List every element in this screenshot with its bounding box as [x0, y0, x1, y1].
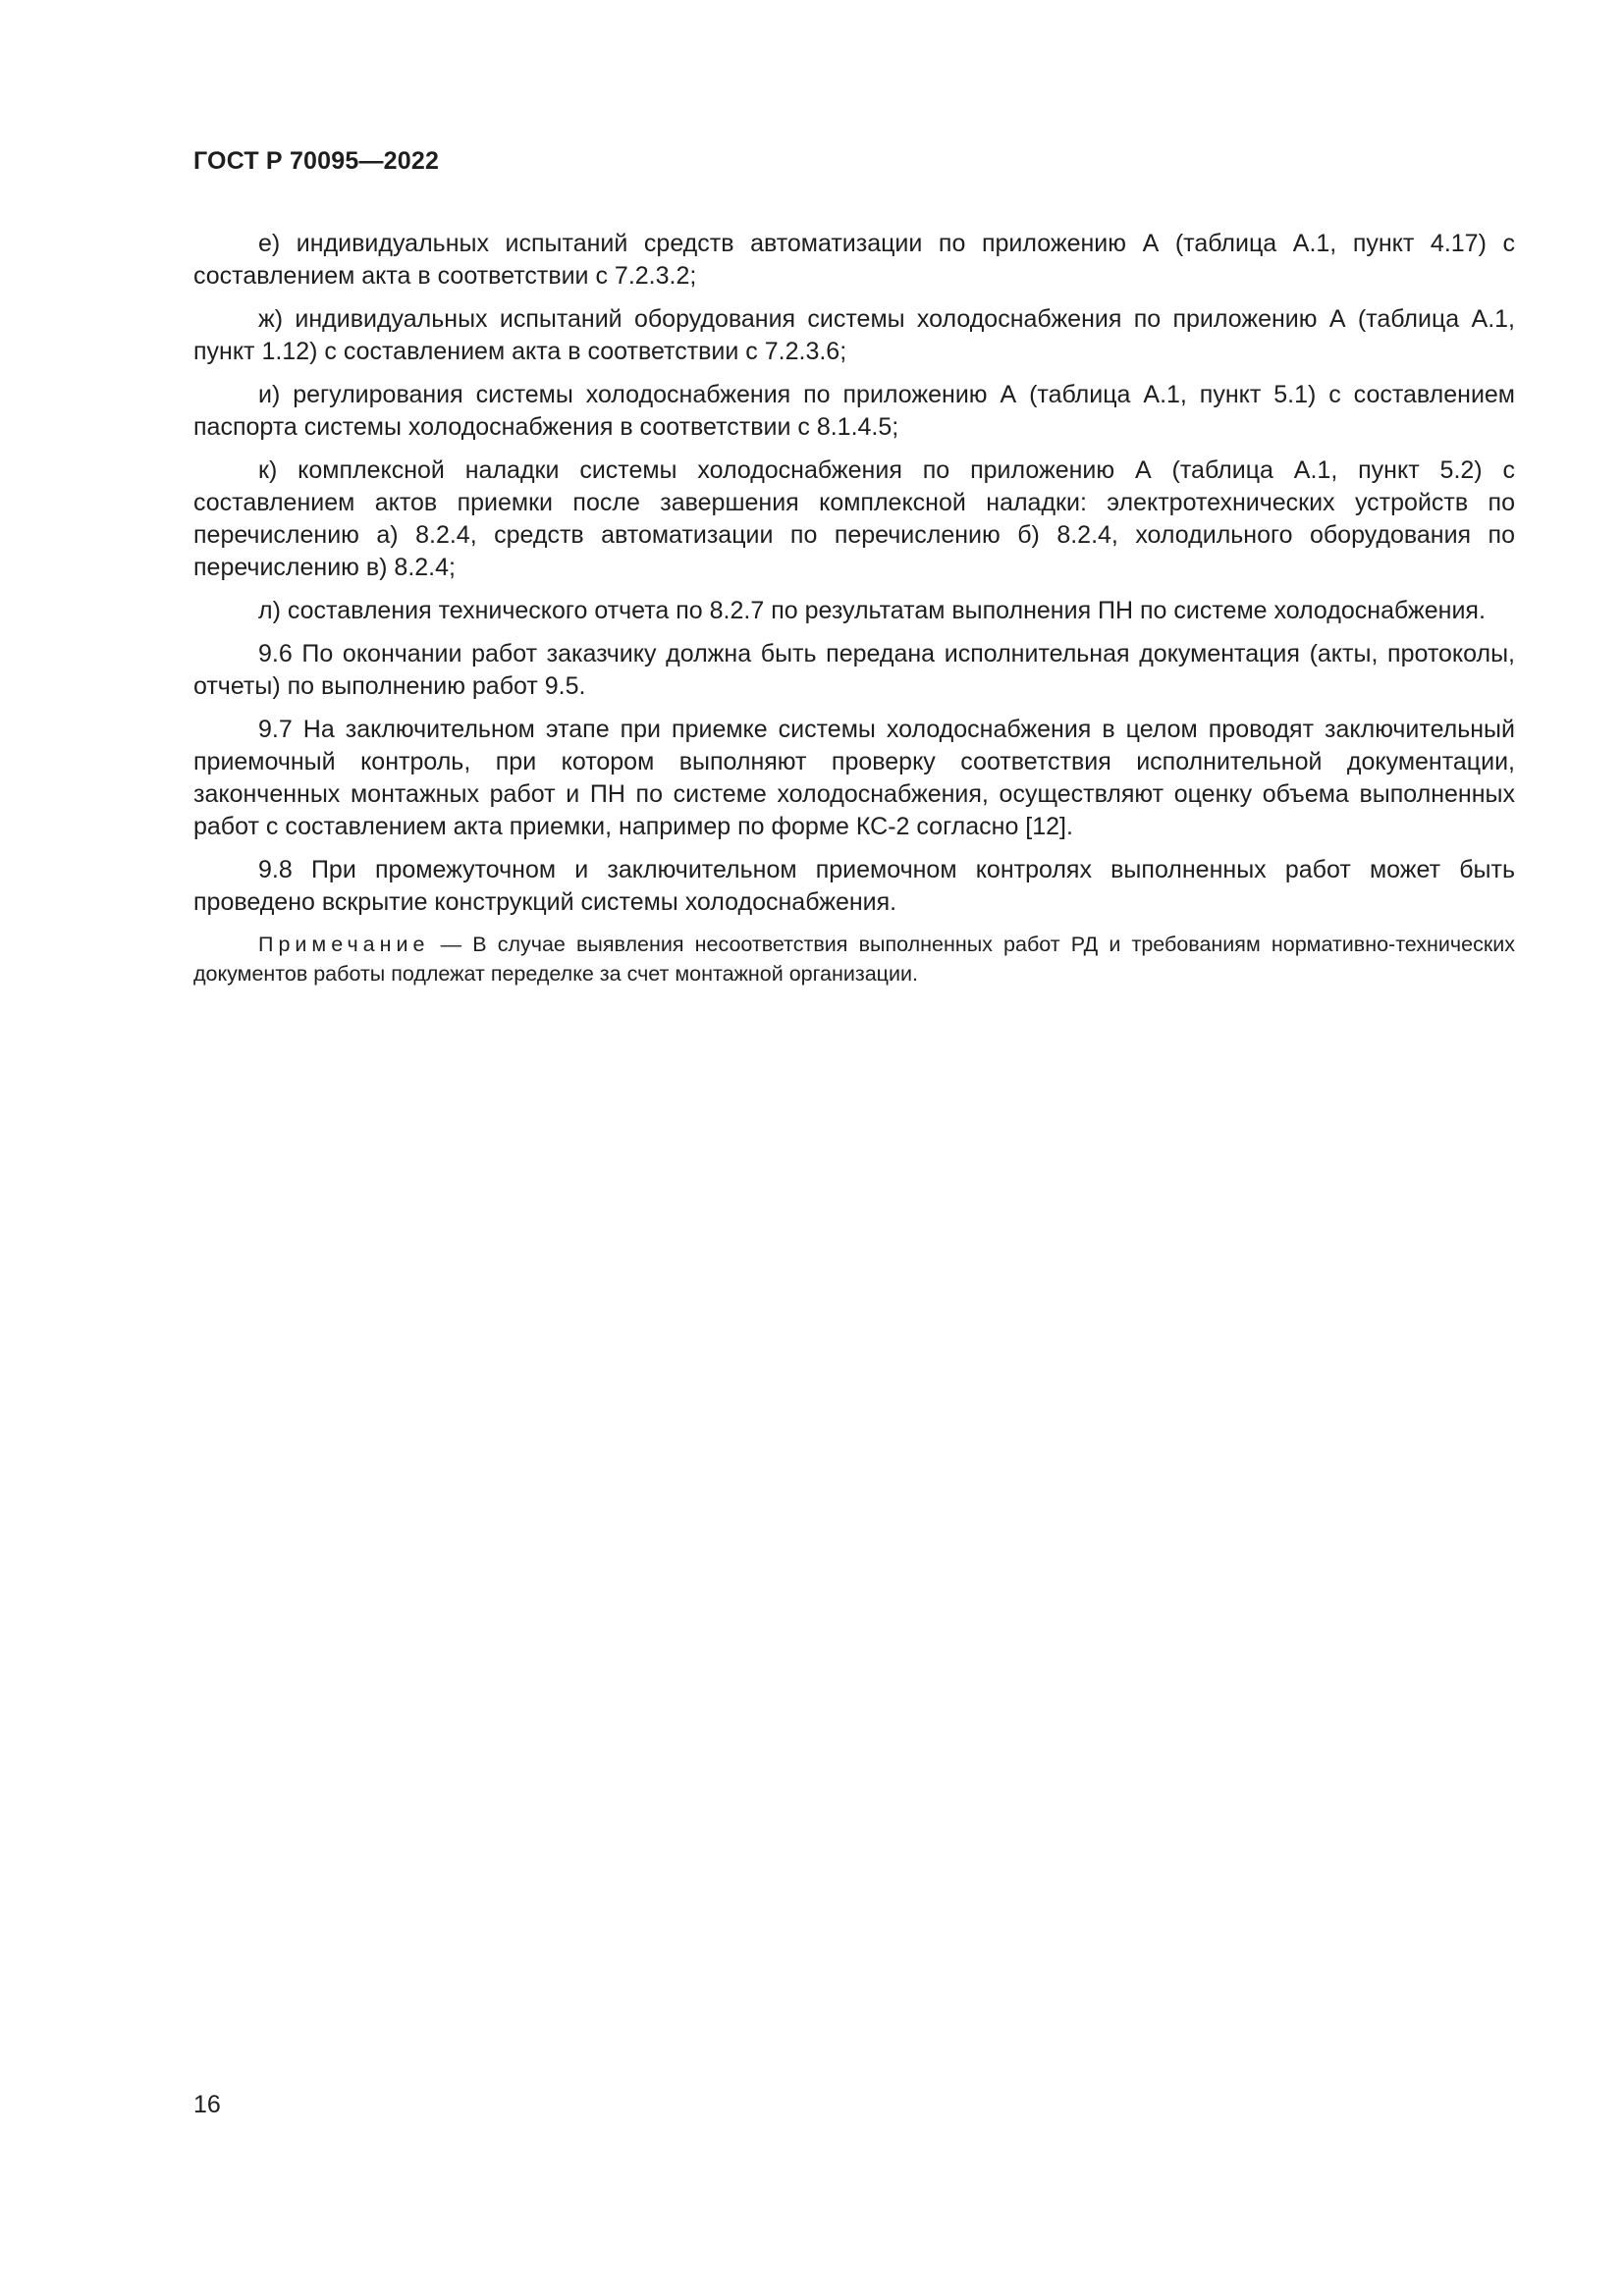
clause-9-8: 9.8 При промежуточном и заключительном приемочном контролях выполненных работ может быть проведено вскрытие конструкций системы холодоснабжения. [193, 856, 1515, 916]
list-item-i: и) регулирования системы холодоснабжения по приложению А (таблица А.1, пункт 5.1) с составлением паспорта системы холодоснабжения в соответствии с 8.1.4.5; [193, 381, 1515, 441]
list-item-zh: ж) индивидуальных испытаний оборудования системы холодоснабжения по приложению А (таблица А.1, пункт 1.12) с составлением акта в соответствии с 7.2.3.6; [193, 305, 1515, 365]
list-item-l: л) составления технического отчета по 8.2.7 по результатам выполнения ПН по системе холодоснабжения. [258, 597, 1486, 624]
list-item-e: е) индивидуальных испытаний средств автоматизации по приложению А (таблица А.1, пункт 4.17) с составлением акта в соответствии с 7.2.3.2; [193, 230, 1515, 290]
note-text: — В случае выявления несоответствия выполненных работ РД и требованиям нормативно-технических документов работы подлежат переделке за счет монтажной организации. [193, 933, 1515, 986]
document-header: ГОСТ Р 70095—2022 [193, 147, 440, 175]
clause-9-7: 9.7 На заключительном этапе при приемке системы холодоснабжения в целом проводят заключительный приемочный контроль, при котором выполняют проверку соответствия исполнительной документации, законченных монтажных работ и ПН по системе холодоснабжения, осуществляют оценку объема выполненных работ с составлением акта приемки, например по форме КС-2 согласно [12]. [193, 716, 1515, 840]
document-body [193, 228, 1515, 988]
list-item-k: к) комплексной наладки системы холодоснабжения по приложению А (таблица А.1, пункт 5.2) с составлением актов приемки после завершения комплексной наладки: электротехнических устройств по перечислению а) 8.2.4, средств автоматизации по перечислению б) 8.2.4, холодильного оборудования по перечислению в) 8.2.4; [193, 456, 1515, 581]
page-number: 16 [193, 2091, 221, 2118]
clause-9-6: 9.6 По окончании работ заказчику должна быть передана исполнительная документация (акты, протоколы, отчеты) по выполнению работ 9.5. [193, 640, 1515, 700]
note-label: Примечание [258, 933, 430, 956]
note-block [193, 930, 1515, 988]
